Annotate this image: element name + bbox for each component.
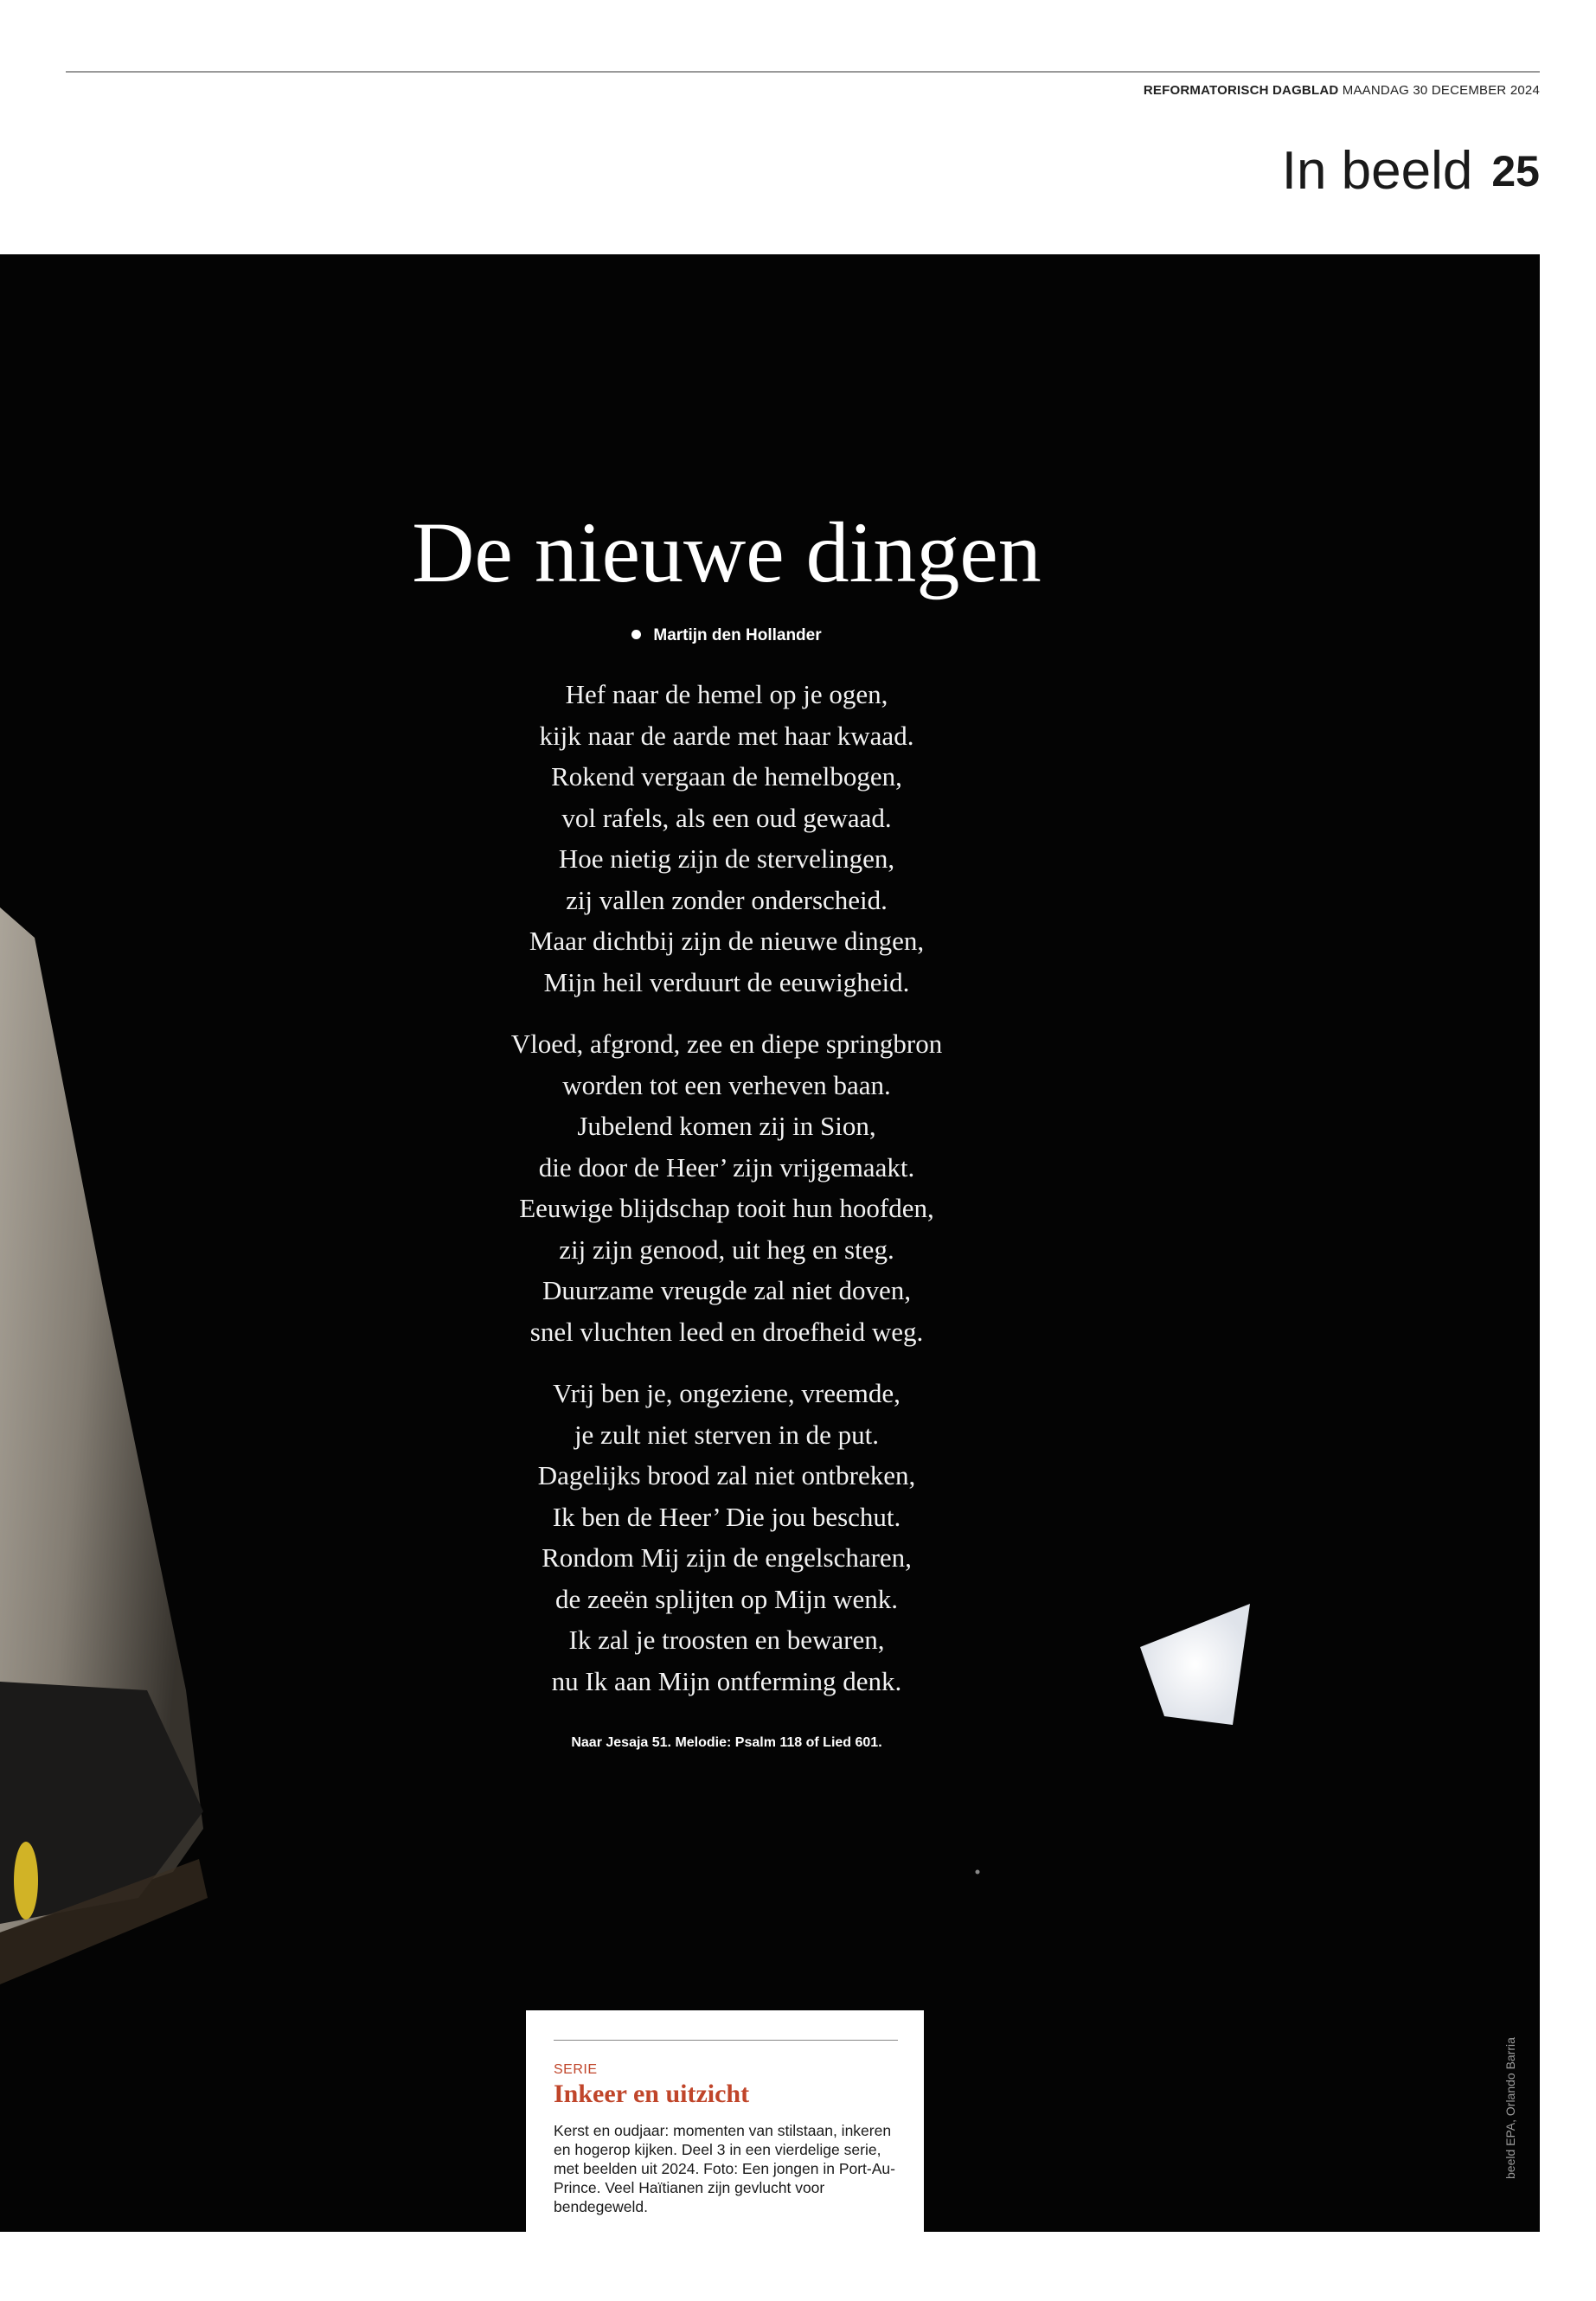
poem-line: Vrij ben je, ongeziene, vreemde, — [553, 1378, 901, 1408]
poem-line: Hef naar de hemel op je ogen, — [565, 679, 888, 709]
bullet-icon — [631, 630, 641, 639]
poem-line: zij zijn genood, uit heg en steg. — [559, 1234, 894, 1265]
stanza-1 — [398, 674, 1055, 1003]
poem-line: Hoe nietig zijn de stervelingen, — [558, 843, 895, 874]
source-note: Naar Jesaja 51. Melodie: Psalm 118 of Lied 601. — [571, 1735, 882, 1750]
header-rule — [66, 71, 1540, 73]
poem-line: de zeeën splijten op Mijn wenk. — [554, 1583, 898, 1614]
light-shape — [1140, 1604, 1250, 1725]
poem-line: Jubelend komen zij in Sion, — [577, 1111, 876, 1141]
series-title: Inkeer en uitzicht — [554, 2080, 750, 2108]
poem-line: die door de Heer’ zijn vrijgemaakt. — [538, 1151, 915, 1183]
issue-date: MAANDAG 30 DECEMBER 2024 — [1342, 83, 1540, 98]
poem-line: Maar dichtbij zijn de nieuwe dingen, — [529, 926, 925, 956]
article-title: De nieuwe dingen — [412, 504, 1042, 600]
poem — [398, 674, 1055, 1722]
poem-line: Vloed, afgrond, zee en diepe springbron — [510, 1029, 943, 1059]
byline — [519, 626, 934, 645]
paper-name: REFORMATORISCH DAGBLAD — [1143, 83, 1339, 98]
poem-line: Ik ben de Heer’ Die jou beschut. — [552, 1501, 901, 1532]
poem-line: zij vallen zonder onderscheid. — [566, 884, 888, 915]
stanza-3 — [398, 1373, 1055, 1702]
series-text: Kerst en oudjaar: momenten van stilstaan, inkeren en hogerop kijken. Deel 3 in een vierdelige serie, met beelden uit 2024. Foto: Een jongen in Port-Au-Prince. Veel Haïtianen zijn gevlucht voor bendegeweld. — [554, 2122, 895, 2215]
poem-line: worden tot een verheven baan. — [562, 1069, 891, 1100]
poem-line: Rondom Mij zijn de engelscharen, — [542, 1542, 912, 1573]
poem-line: Dagelijks brood zal niet ontbreken, — [537, 1460, 916, 1490]
masthead — [1144, 83, 1540, 98]
feature-photo — [0, 254, 1540, 2232]
page-number: 25 — [1491, 147, 1540, 195]
poem-line: Mijn heil verduurt de eeuwigheid. — [543, 966, 910, 997]
series-rule — [554, 2040, 898, 2041]
poem-line: snel vluchten leed en droefheid weg. — [529, 1316, 924, 1347]
photo-credit: beeld EPA, Orlando Barria — [1503, 2037, 1517, 2179]
stanza-2 — [398, 1023, 1055, 1352]
poem-line: kijk naar de aarde met haar kwaad. — [539, 720, 914, 751]
section-header — [1282, 140, 1540, 202]
poem-line: je zult niet sterven in de put. — [574, 1419, 880, 1450]
author-name: Martijn den Hollander — [653, 626, 822, 644]
poem-line: vol rafels, als een oud gewaad. — [561, 802, 892, 833]
poem-line: Eeuwige blijdschap tooit hun hoofden, — [519, 1193, 934, 1223]
poem-line: Rokend vergaan de hemelbogen, — [551, 761, 902, 792]
poem-line: Ik zal je troosten en bewaren, — [568, 1625, 885, 1655]
section-name: In beeld — [1281, 141, 1473, 201]
poem-line: Duurzame vreugde zal niet doven, — [542, 1275, 912, 1305]
series-box — [526, 2010, 924, 2232]
series-kicker: SERIE — [554, 2062, 598, 2077]
poem-line: nu Ik aan Mijn ontferming denk. — [551, 1665, 902, 1696]
